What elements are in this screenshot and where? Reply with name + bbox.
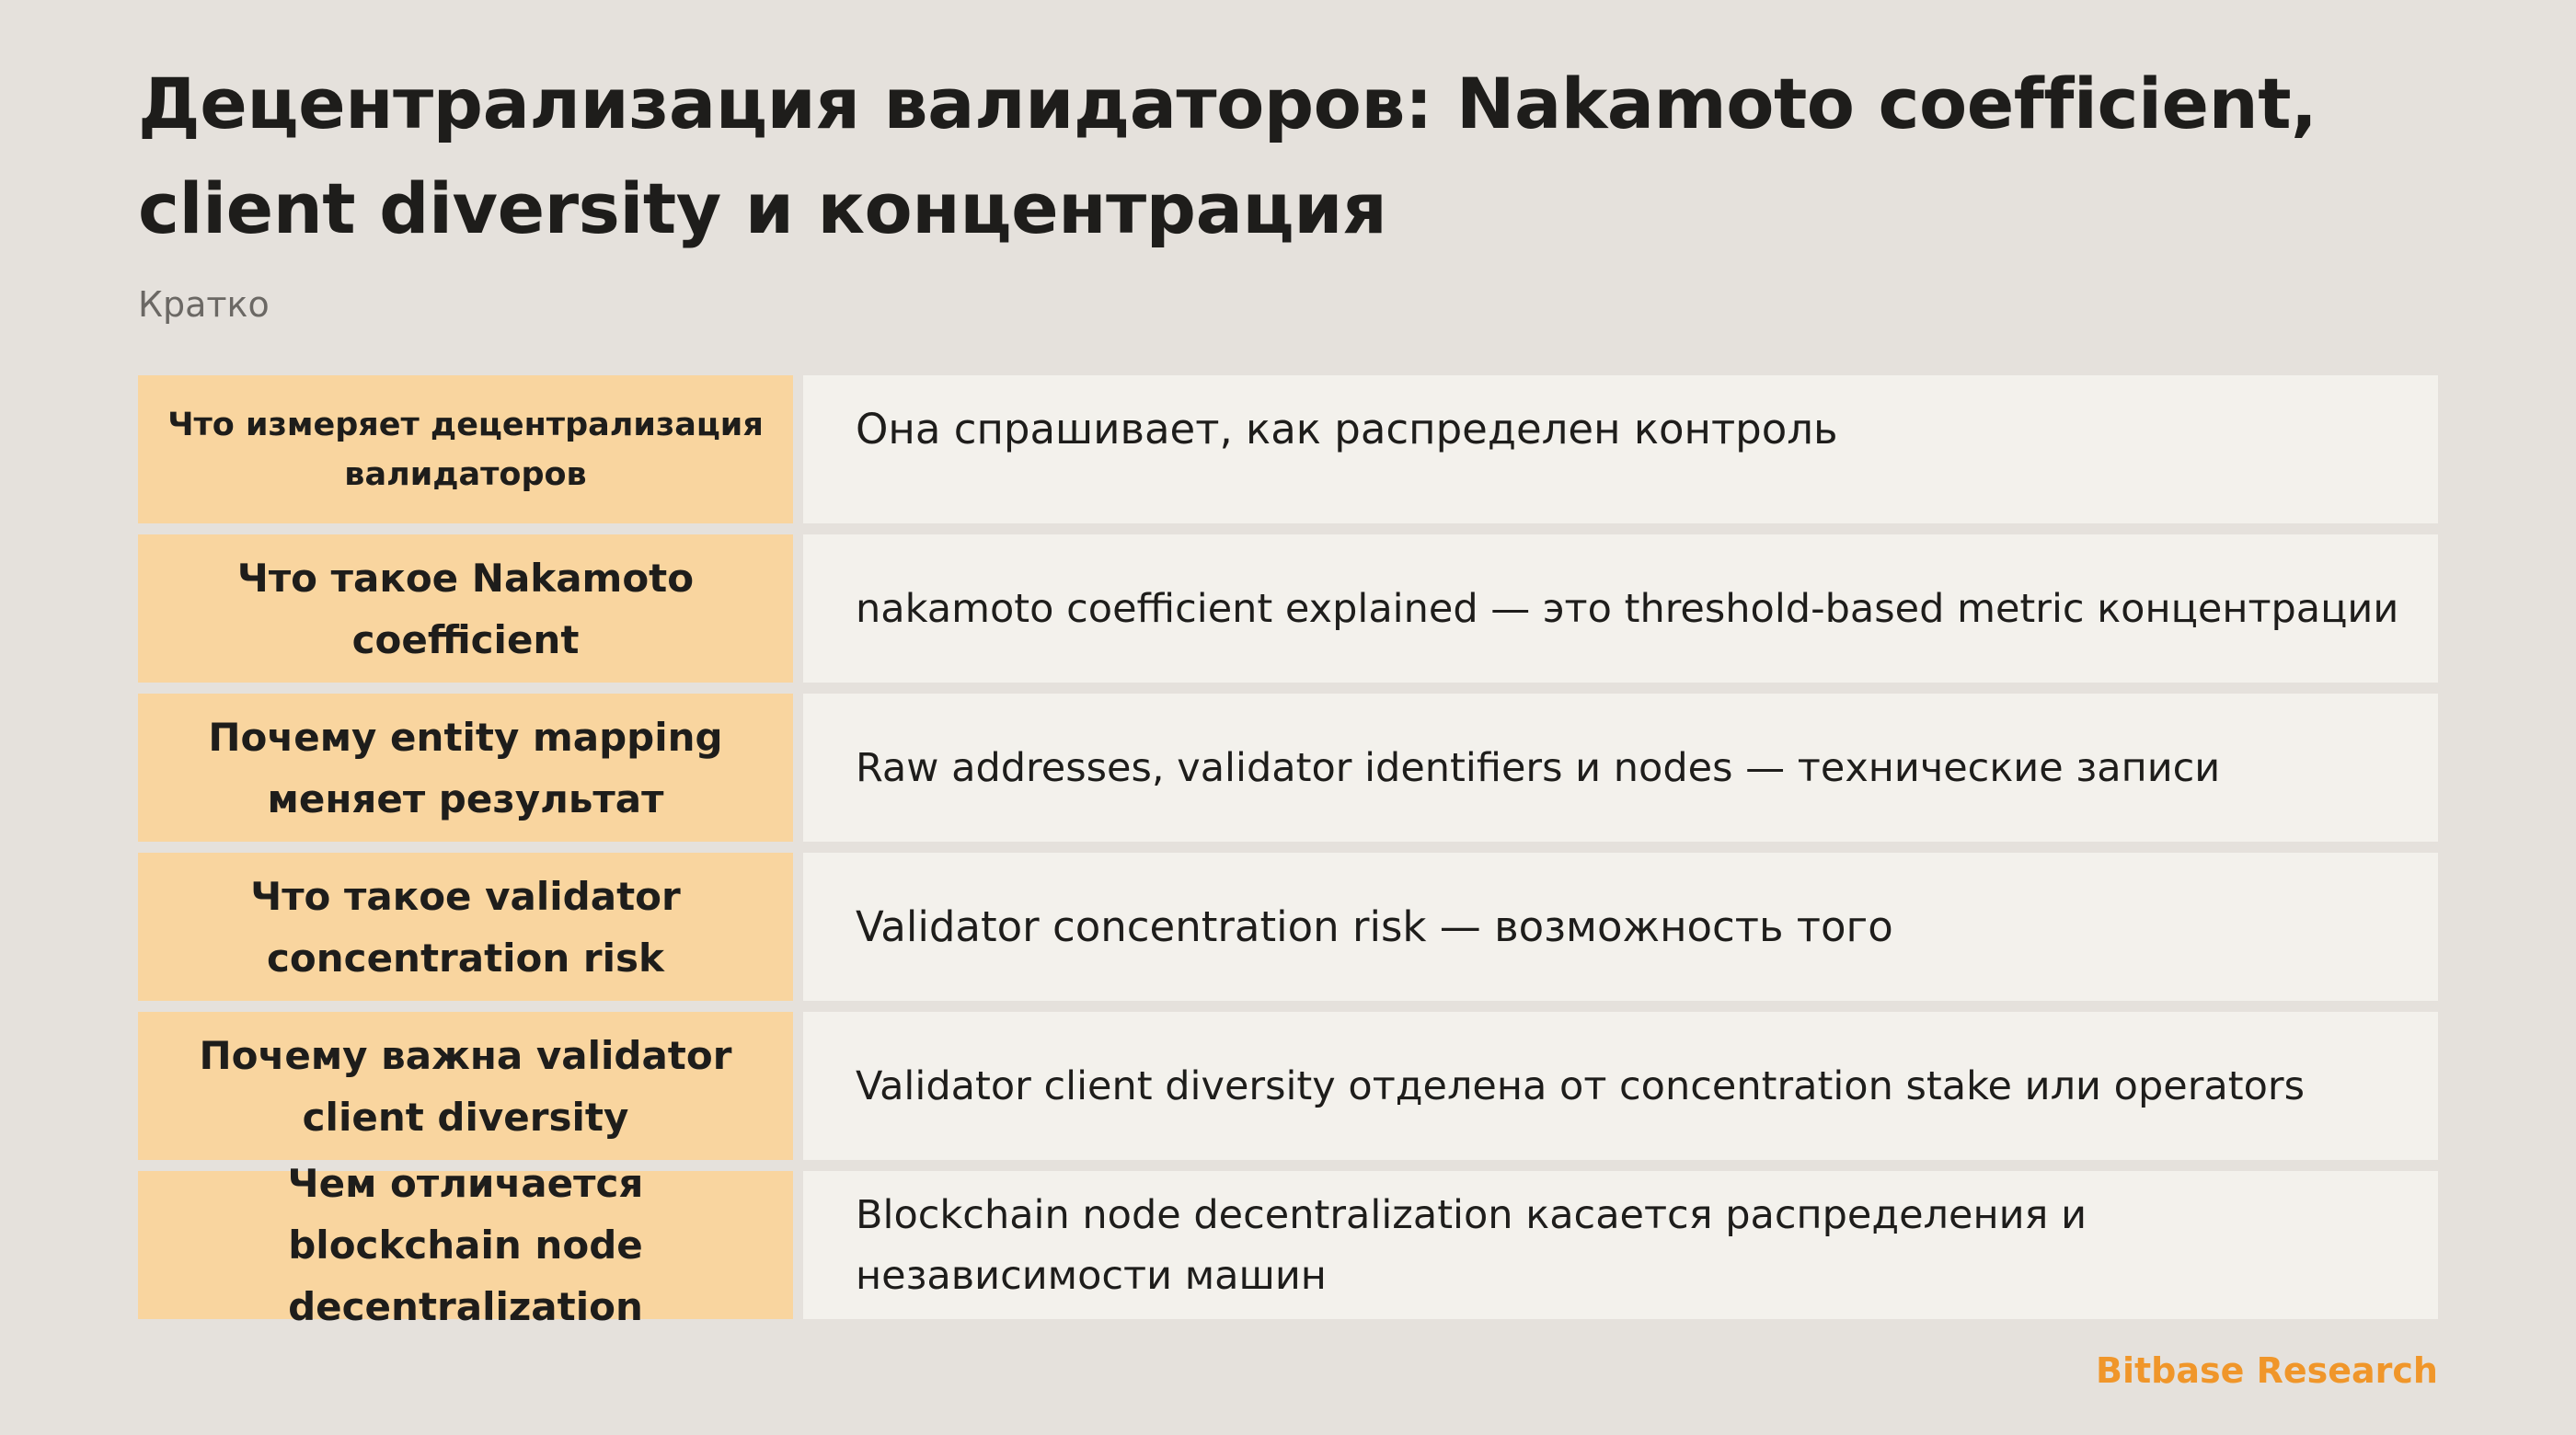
- qa-table: [138, 375, 2438, 1329]
- qa-row: [138, 1161, 2438, 1329]
- answer-cell: Raw addresses, validator identifiers и nodes — технические записи: [803, 694, 2438, 842]
- question-cell: Почему entity mapping меняет результат: [138, 694, 793, 842]
- answer-cell: Она спрашивает, как распределен контроль: [803, 375, 2438, 523]
- qa-row: [138, 694, 2438, 842]
- question-cell: Что такое validator concentration risk: [138, 853, 793, 1001]
- question-cell: Почему важна validator client diversity: [138, 1012, 793, 1160]
- answer-cell: Validator client diversity отделена от concentration stake или operators: [803, 1012, 2438, 1160]
- answer-cell: nakamoto coefficient explained — это threshold-based metric концентрации: [803, 534, 2438, 683]
- question-cell: Что измеряет децентрализация валидаторов: [138, 375, 793, 523]
- answer-cell: Validator concentration risk — возможность того: [803, 853, 2438, 1001]
- qa-row: [138, 853, 2438, 1001]
- slide-subtitle: Кратко: [138, 284, 270, 325]
- qa-row: [138, 534, 2438, 683]
- qa-row: [138, 375, 2438, 523]
- answer-cell: Blockchain node decentralization касается распределения и независимости машин: [803, 1171, 2438, 1319]
- qa-row: [138, 1012, 2438, 1160]
- brand-footer: Bitbase Research: [2095, 1350, 2438, 1391]
- question-cell: Что такое Nakamoto coefficient: [138, 534, 793, 683]
- question-cell: Чем отличается blockchain node decentralization: [138, 1171, 793, 1319]
- slide-title: Децентрализация валидаторов: Nakamoto coefficient, client diversity и концентрация: [138, 63, 2317, 249]
